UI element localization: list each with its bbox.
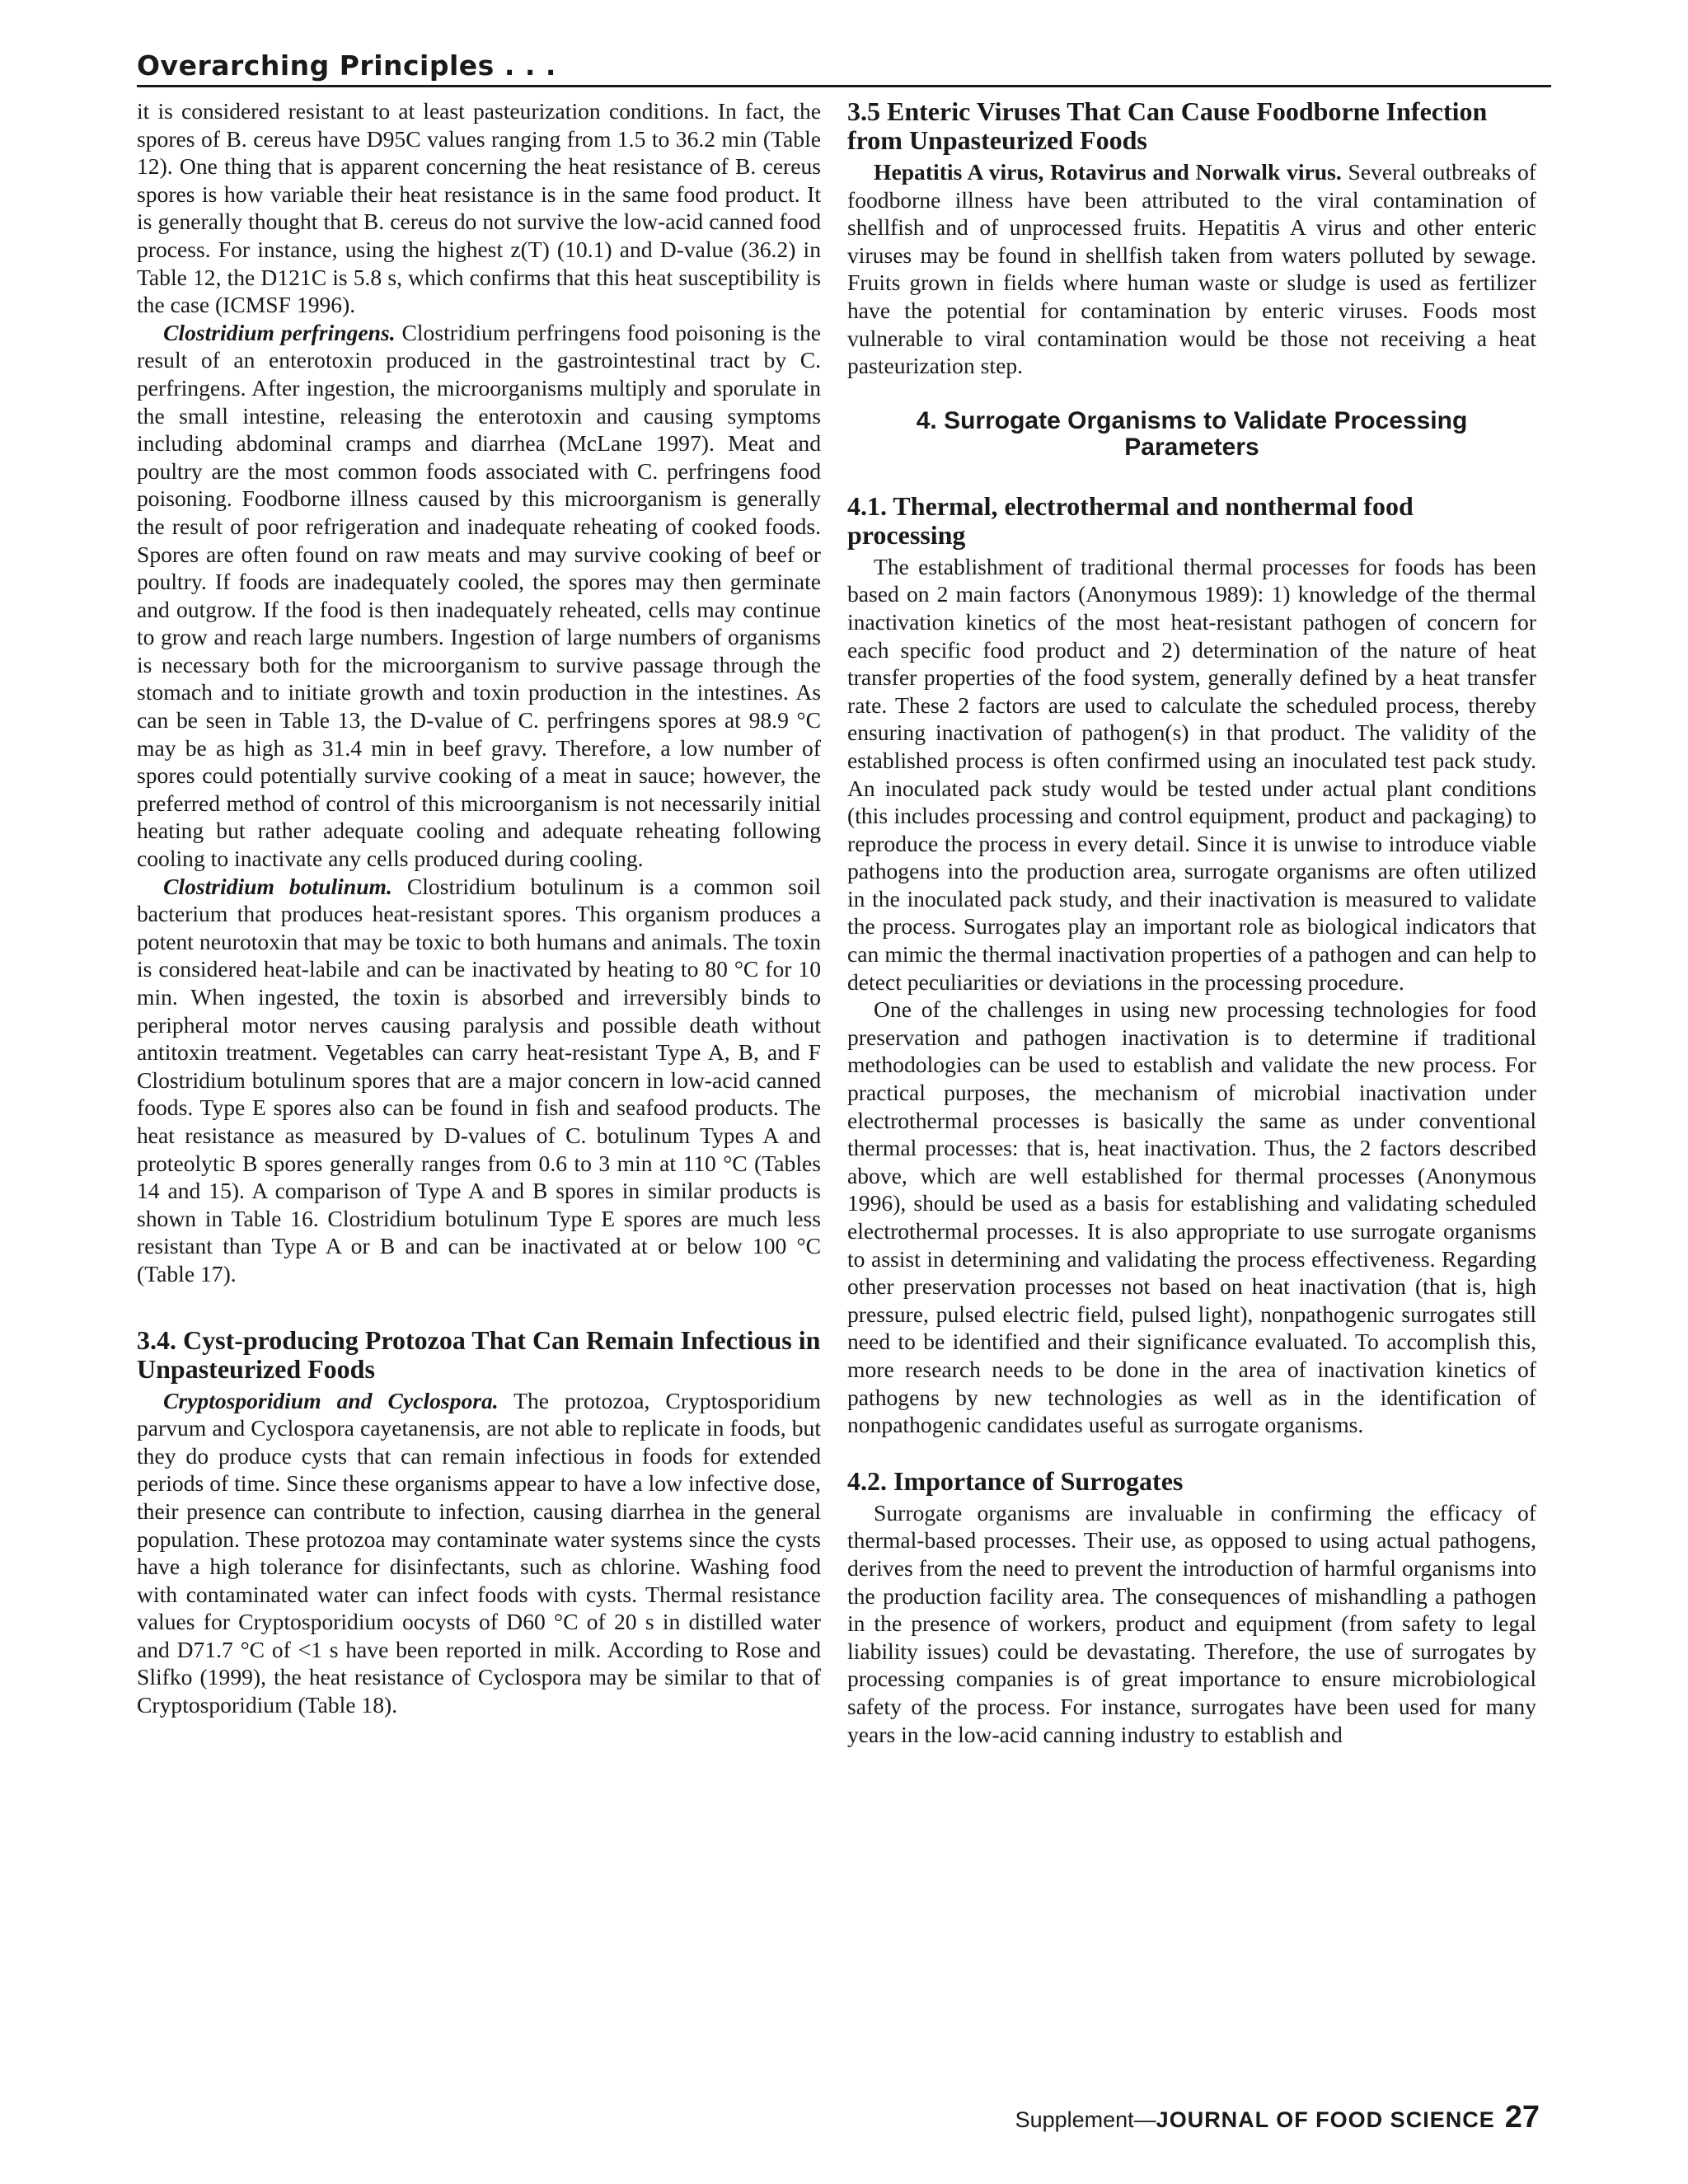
heading-4-2: 4.2. Importance of Surrogates bbox=[847, 1465, 1184, 1496]
right-column bbox=[847, 97, 1536, 1748]
runin-botulinum: Clostridium botulinum. bbox=[163, 873, 392, 899]
heading-3-5: 3.5 Enteric Viruses That Can Cause Foodborne Infection from Unpasteurized Foods bbox=[847, 96, 1488, 155]
paragraph-viruses bbox=[847, 158, 1536, 380]
paragraph-protozoa bbox=[137, 1387, 821, 1719]
body-protozoa: The protozoa, Cryptosporidium parvum and Cyclospora cayetanensis, are not able to replicate in foods, but they do produce cysts that can remain infectious in foods for extended periods of time. Since these organisms appear to have a low infective dose, their presence can contribute to infection, causing diarrhea in the general population. These protozoa may contaminate water systems since the cysts have a high tolerance for disinfectants, such as chlorine. Washing food with contaminated water can infect foods with cysts. Thermal resistance values for Cryptosporidium oocysts of D60 °C of 20 s in distilled water and D71.7 °C of <1 s have been reported in milk. According to Rose and Slifko (1999), the heat resistance of Cyclospora may be similar to that of Cryptosporidium (Table 18). bbox=[137, 1387, 821, 1718]
page-footer bbox=[1015, 2100, 1540, 2135]
left-column bbox=[137, 97, 821, 1719]
heading-4: 4. Surrogate Organisms to Validate Processing Parameters bbox=[916, 406, 1468, 461]
body-perfringens: Clostridium perfringens food poisoning is the result of an enterotoxin produced in the gastrointestinal tract by C. perfringens. After ingestion, the microorganisms multiply and sporulate in the small intestine, releasing the enterotoxin and causing symptoms including abdominal cramps and diarrhea (McLane 1997). Meat and poultry are the most common foods associated with C. perfringens food poisoning. Foodborne illness caused by this microorganism is generally the result of poor refrigeration and inadequate reheating of cooked foods. Spores are often found on raw meats and may survive cooking of beef or poultry. If foods are inadequately cooled, the spores may then germinate and outgrow. If the food is then inadequately reheated, cells may continue to grow and reach large numbers. Ingestion of large numbers of organisms is necessary both for the microorganism to survive passage through the stomach and to initiate growth and toxin production in the intestines. As can be seen in Table 13, the D-value of C. perfringens spores at 98.9 °C may be as high as 31.4 min in beef gravy. Therefore, a low number of spores could potentially survive cooking of a meat in sauce; however, the preferred method of control of this microorganism is not necessarily initial heating but rather adequate cooling and adequate reheating following cooling to inactivate any cells produced during cooling. bbox=[137, 319, 821, 872]
body-botulinum: Clostridium botulinum is a common soil bacterium that produces heat-resistant spores. This organism produces a potent neurotoxin that may be toxic to both humans and animals. The toxin is considered heat-labile and can be inactivated by heating to 80 °C for 10 min. When ingested, the toxin is absorbed and irreversibly binds to peripheral motor nerves causing paralysis and possible death without antitoxin treatment. Vegetables can carry heat-resistant Type A, B, and F Clostridium botulinum spores that are a major concern in low-acid canned foods. Type E spores also can be found in fish and seafood products. The heat resistance as measured by D-values of C. botulinum Types A and proteolytic B spores generally ranges from 0.6 to 3 min at 110 °C (Tables 14 and 15). A comparison of Type A and B spores in similar products is shown in Table 16. Clostridium botulinum Type E spores are much less resistant than Type A or B and can be inactivated at or below 100 °C (Table 17). bbox=[137, 873, 822, 1286]
running-head: Overarching Principles . . . bbox=[137, 49, 1551, 87]
runin-viruses: Hepatitis A virus, Rotavirus and Norwalk virus. bbox=[874, 159, 1342, 185]
paragraph-4-1-b: One of the challenges in using new processing technologies for food preservation and pathogen inactivation is to determine if traditional methodologies can be used to establish and validate the new process. For practical purposes, the mechanism of microbial inactivation under electrothermal processes is basically the same as under conventional thermal processes: that is, heat inactivation. Thus, the 2 factors described above, which are well established for thermal processes (Anonymous 1996), should be used as a basis for establishing and validating scheduled electrothermal processes. It is also appropriate to use surrogate organisms to assist in determining and validating the process effectiveness. Regarding other preservation processes not based on heat inactivation (that is, high pressure, pulsed electric field, pulsed light), nonpathogenic surrogates still need to be identified and their significance evaluated. To accomplish this, more research needs to be done in the area of inactivation kinetics of pathogens by new technologies as well as in the identification of nonpathogenic candidates useful as surrogate organisms. bbox=[847, 996, 1536, 1438]
heading-4-1: 4.1. Thermal, electrothermal and nonthermal food processing bbox=[847, 490, 1414, 550]
footer-journal: JOURNAL OF FOOD SCIENCE bbox=[1156, 2107, 1495, 2132]
paragraph-perfringens bbox=[137, 319, 821, 873]
paragraph-4-1-a: The establishment of traditional thermal processes for foods has been based on 2 main factors (Anonymous 1989): 1) knowledge of the thermal inactivation kinetics of the most heat-resistant pathogen of concern for each specific food product and 2) determination of the nature of heat transfer properties of the food system, generally defined by a heat transfer rate. These 2 factors are used to calculate the scheduled process, thereby ensuring inactivation of pathogen(s) in that product. The validity of the established process is often confirmed using an inoculated test pack study. An inoculated pack study would be tested under actual plant conditions (this includes processing and control equipment, product and packaging) to reproduce the process in every detail. Since it is unwise to introduce viable pathogens into the production area, surrogate organisms are often utilized in the inoculated pack study, and their inactivation is measured to validate the process. Surrogates play an important role as biological indicators that can mimic the thermal inactivation properties of a pathogen and can help to detect peculiarities or deviations in the processing procedure. bbox=[847, 553, 1536, 995]
runin-perfringens: Clostridium perfringens. bbox=[163, 319, 396, 345]
heading-3-4: 3.4. Cyst-producing Protozoa That Can Remain Infectious in Unpasteurized Foods bbox=[137, 1324, 821, 1384]
runin-protozoa: Cryptosporidium and Cyclospora. bbox=[163, 1387, 499, 1413]
paragraph-bcereus: it is considered resistant to at least pasteurization conditions. In fact, the spores of B. cereus have D95C values ranging from 1.5 to 36.2 min (Table 12). One thing that is apparent concerning the heat resistance of B. cereus spores is how variable their heat resistance is in the same food product. It is generally thought that B. cereus do not survive the low-acid canned food process. For instance, using the highest z(T) (10.1) and D-value (36.2) in Table 12, the D121C is 5.8 s, which confirms that this heat susceptibility is the case (ICMSF 1996). bbox=[137, 98, 821, 318]
body-viruses: Several outbreaks of foodborne illness have been attributed to the viral contamination of shellfish and of unprocessed fruits. Hepatitis A virus and other enteric viruses may be found in shellfish taken from waters polluted by sewage. Fruits grown in fields where human waste or sludge is used as fertilizer have the potential for contamination by enteric viruses. Foods most vulnerable to viral contamination would be those not receiving a heat pasteurization step. bbox=[847, 159, 1536, 379]
paragraph-botulinum bbox=[137, 873, 821, 1288]
footer-supplement: Supplement— bbox=[1015, 2107, 1156, 2132]
paragraph-4-2: Surrogate organisms are invaluable in confirming the efficacy of thermal-based processes. Their use, as opposed to using actual pathogens, derives from the need to prevent the introduction of harmful organisms into the production facility area. The consequences of mishandling a pathogen in the presence of workers, product and equipment (from safety to legal liability issues) could be devastating. Therefore, the use of surrogates by processing companies is of great importance to ensure microbiological safety of the process. For instance, surrogates have been used for many years in the low-acid canning industry to establish and bbox=[847, 1499, 1536, 1747]
page-number: 27 bbox=[1504, 2100, 1540, 2135]
